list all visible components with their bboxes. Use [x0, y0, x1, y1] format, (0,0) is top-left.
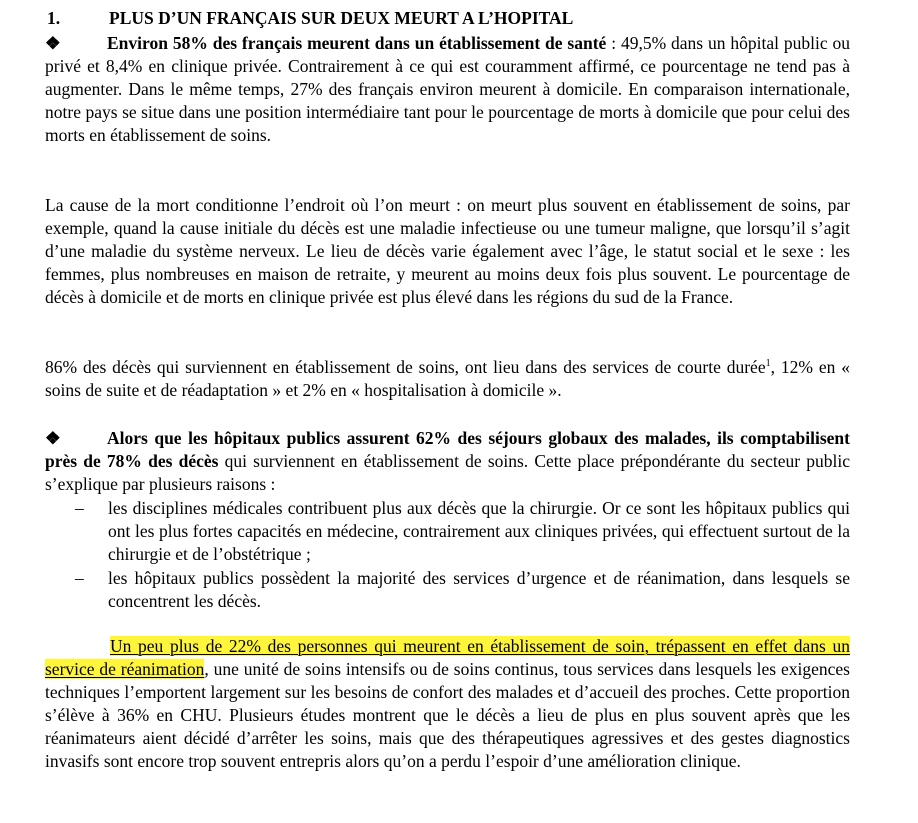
diamond-bullet-icon: ❖ [45, 428, 61, 448]
section-title: PLUS D’UN FRANÇAIS SUR DEUX MEURT A L’HOPITAL [109, 8, 574, 28]
dash-bullet-icon: – [75, 568, 84, 588]
paragraph-4-bold: Alors que les hôpitaux publics assurent 62% des séjours globaux des malades, ils comptabilisent près de 78% des décès [45, 428, 850, 471]
list-item-text: les disciplines médicales contribuent plus aux décès que la chirurgie. Or ce sont les hôpitaux publics qui ont les plus fortes capacités en médecine, contrairement aux cliniques privées, qui effectuent surtout de la chirurgie et de l’obstétrique ; [108, 498, 850, 564]
diamond-bullet-icon: ❖ [45, 33, 61, 53]
footnote-marker: 1 [765, 358, 771, 370]
paragraph-4 [45, 427, 850, 496]
list-item [75, 567, 850, 613]
paragraph-5 [45, 635, 850, 773]
section-heading [47, 7, 573, 30]
list-item [75, 497, 850, 566]
paragraph-1-text: : 49,5% dans un hôpital public ou privé et 8,4% en clinique privée. Contrairement à ce qui est couramment affirmé, ce pourcentage ne tend pas à augmenter. Dans le même temps, 27% des français environ meurent à domicile. En comparaison internationale, notre pays se situe dans une position intermédiaire tant pour le pourcentage de morts à domicile que pour celui des morts en établissement de soins. [45, 33, 851, 145]
highlighted-text: Un peu plus de 22% des personnes qui meurent en établissement de soin, trépassent en effet dans un service de réanimation [45, 636, 850, 679]
paragraph-1 [45, 32, 850, 147]
paragraph-3-text-end: , 12% en « soins de suite et de réadaptation » et 2% en « hospitalisation à domicile ». [45, 357, 850, 400]
paragraph-3-text: 86% des décès qui surviennent en établissement de soins, ont lieu dans des services de courte durée [45, 357, 766, 377]
dash-bullet-icon: – [75, 498, 84, 518]
paragraph-3 [45, 356, 850, 402]
paragraph-2: La cause de la mort conditionne l’endroit où l’on meurt : on meurt plus souvent en établissement de soins, par exemple, quand la cause initiale du décès est une maladie infectieuse ou une tumeur maligne, que lorsqu’il s’agit d’une maladie du système nerveux. Le lieu de décès varie également avec l’âge, le statut social et le sexe : les femmes, plus nombreuses en maison de retraite, y meurent au moins deux fois plus souvent. Le pourcentage de décès à domicile et de morts en clinique privée est plus élevé dans les régions du sud de la France. [45, 195, 850, 307]
list-item-text: les hôpitaux publics possèdent la majorité des services d’urgence et de réanimation, dans lesquels se concentrent les décès. [108, 568, 850, 611]
paragraph-5-text: , une unité de soins intensifs ou de soins continus, tous services dans lesquels les exigences techniques l’emportent largement sur les besoins de confort des malades et d’accueil des proches. Cette proportion s’élève à 36% en CHU. Plusieurs études montrent que le décès a lieu de plus en plus souvent après que les réanimateurs aient décidé d’arrêter les soins, mais que des thérapeutiques agressives et des gestes diagnostics invasifs sont encore trop souvent entrepris alors qu’on a perdu l’espoir d’une amélioration clinique. [45, 659, 850, 771]
paragraph-1-bold: Environ 58% des français meurent dans un établissement de santé [107, 33, 607, 53]
section-number: 1. [47, 8, 61, 28]
paragraph-4-text: qui surviennent en établissement de soins. Cette place prépondérante du secteur public s’explique par plusieurs raisons : [45, 451, 850, 494]
